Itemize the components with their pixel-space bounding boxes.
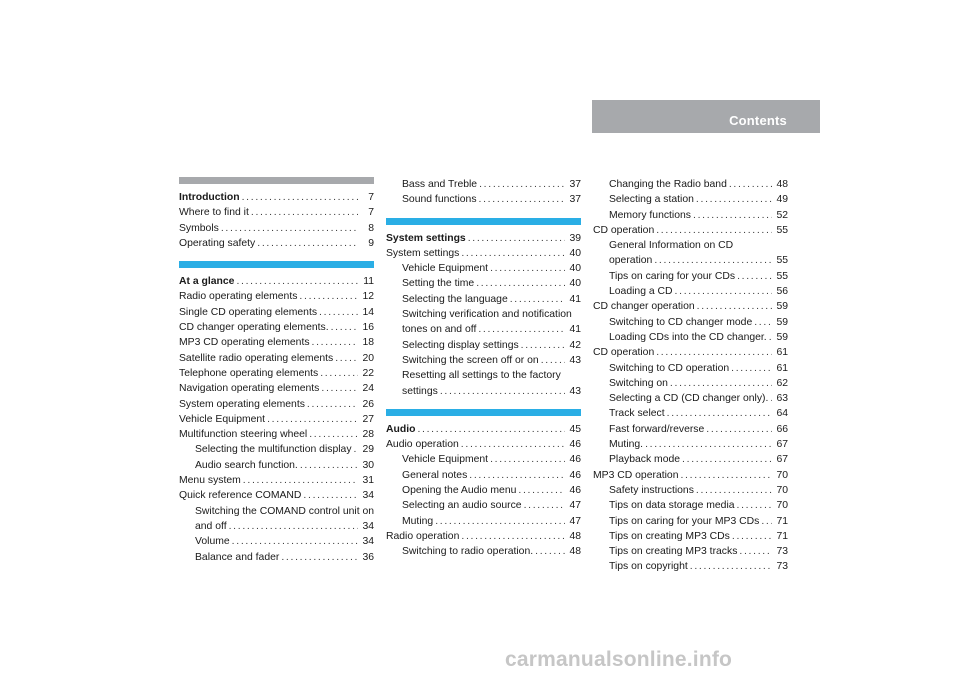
toc-entry[interactable] <box>593 468 788 483</box>
toc-entry[interactable] <box>179 289 374 304</box>
toc-entry-title: Selecting display settings <box>402 339 519 351</box>
dot-leader <box>229 519 358 534</box>
toc-entry-title: At a glance <box>179 276 235 288</box>
dot-leader <box>737 269 772 284</box>
toc-page-number: 55 <box>776 255 788 267</box>
toc-page-number: 59 <box>776 301 788 313</box>
toc-entry[interactable] <box>593 315 788 330</box>
toc-page-number: 40 <box>569 263 581 275</box>
toc-entry[interactable] <box>593 391 788 406</box>
toc-entry[interactable] <box>593 437 788 452</box>
toc-entry-title: Selecting the multifunction display <box>195 444 352 456</box>
toc-entry[interactable] <box>593 299 788 314</box>
toc-page-number: 11 <box>363 276 374 288</box>
toc-entry-title: Loading CDs into the CD changer. <box>609 331 767 343</box>
toc-entry-title: Bass and Treble <box>402 179 478 190</box>
dot-leader <box>479 192 565 207</box>
toc-page-number: 73 <box>776 561 788 573</box>
toc-entry[interactable] <box>593 514 788 529</box>
toc-entry-title: Tips on data storage media <box>609 500 735 512</box>
toc-section-heading[interactable] <box>179 274 374 289</box>
dot-leader <box>461 246 565 261</box>
dot-leader <box>521 338 565 353</box>
toc-page-number: 31 <box>362 475 374 487</box>
toc-page-number: 28 <box>362 429 374 441</box>
toc-entry-title: Loading a CD <box>609 286 673 298</box>
toc-page-number: 48 <box>569 546 581 558</box>
toc-page-number: 46 <box>569 439 581 451</box>
toc-entry[interactable] <box>386 483 581 498</box>
toc-entry-title: Switching to CD operation <box>609 362 730 374</box>
toc-entry[interactable] <box>593 452 788 467</box>
toc-entry[interactable] <box>179 519 374 534</box>
toc-page-number: 12 <box>362 291 374 303</box>
dot-leader <box>645 437 772 452</box>
toc-entry-title: Selecting the language <box>402 293 508 305</box>
dot-leader <box>300 458 358 473</box>
toc-entry[interactable] <box>179 320 374 335</box>
toc-entry[interactable] <box>386 322 581 337</box>
section-divider-bar <box>386 409 581 416</box>
dot-leader <box>490 452 565 467</box>
toc-entry-title: Where to find it <box>179 207 249 219</box>
dot-leader <box>307 397 358 412</box>
dot-leader <box>693 208 772 223</box>
section-divider-bar <box>386 218 581 225</box>
toc-page-number: 55 <box>776 270 788 282</box>
dot-leader <box>510 292 565 307</box>
toc-entry-title: Operating safety <box>179 237 256 249</box>
toc-entry[interactable] <box>179 442 374 457</box>
toc-entry-title: Switching on <box>609 377 668 389</box>
toc-entry-title: Tips on copyright <box>609 561 688 573</box>
toc-page-number: 48 <box>776 179 788 190</box>
toc-page-number: 61 <box>776 362 788 374</box>
dot-leader <box>490 261 565 276</box>
toc-entry-title: Selecting an audio source <box>402 500 522 512</box>
toc-entry[interactable] <box>386 544 581 559</box>
toc-page-number: 70 <box>776 500 788 512</box>
toc-page-number: 27 <box>362 413 374 425</box>
dot-leader <box>281 550 358 565</box>
dot-leader <box>654 253 772 268</box>
toc-page-number: 61 <box>776 347 788 359</box>
toc-page-number: 67 <box>776 454 788 466</box>
toc-column-3 <box>593 177 788 575</box>
toc-page-number: 34 <box>362 536 374 548</box>
toc-entry-title: Vehicle Equipment <box>402 454 489 466</box>
toc-entry-title: System settings <box>386 232 466 244</box>
toc-entry[interactable] <box>386 529 581 544</box>
toc-page-number: 37 <box>569 194 581 206</box>
toc-page-number: 14 <box>362 306 374 318</box>
toc-entry-title: Vehicle Equipment <box>402 263 489 275</box>
dot-leader <box>440 384 565 399</box>
toc-entry-title: General Information on CD <box>609 240 734 252</box>
toc-section-heading[interactable] <box>386 231 581 246</box>
toc-entry[interactable] <box>179 427 374 442</box>
dot-leader <box>303 488 358 503</box>
toc-entry-title: operation <box>609 255 653 267</box>
dot-leader <box>236 274 358 289</box>
toc-page-number: 36 <box>362 551 374 563</box>
toc-entry-title: Symbols <box>179 222 219 234</box>
dot-leader <box>435 514 565 529</box>
toc-page-number: 47 <box>569 515 581 527</box>
dot-leader <box>670 376 772 391</box>
toc-entry[interactable] <box>179 205 374 220</box>
toc-entry-title: tones on and off <box>402 324 477 336</box>
toc-entry[interactable] <box>386 338 581 353</box>
dot-leader <box>518 483 565 498</box>
toc-page-number: 70 <box>776 469 788 481</box>
toc-entry-title: Opening the Audio menu <box>402 485 517 497</box>
toc-entry[interactable] <box>593 422 788 437</box>
toc-page-number: 7 <box>368 207 374 219</box>
toc-entry-title: Tips on caring for your MP3 CDs <box>609 515 760 527</box>
dot-leader <box>478 322 565 337</box>
dot-leader <box>731 361 772 376</box>
header-tab <box>592 100 820 133</box>
toc-entry-title: Playback mode <box>609 454 681 466</box>
toc-entry[interactable] <box>386 261 581 276</box>
toc-entry-title: Satellite radio operating elements <box>179 352 334 364</box>
dot-leader <box>335 351 358 366</box>
dot-leader <box>732 529 772 544</box>
toc-page-number: 71 <box>776 515 788 527</box>
toc-entry[interactable] <box>179 381 374 396</box>
toc-entry-title: Sound functions <box>402 194 477 206</box>
toc-page-number: 49 <box>776 194 788 206</box>
toc-page-number: 48 <box>569 530 581 542</box>
toc-entry-title: Setting the time <box>402 278 475 290</box>
dot-leader <box>690 559 772 574</box>
toc-entry[interactable] <box>593 345 788 360</box>
dot-leader <box>309 427 358 442</box>
toc-section-heading[interactable] <box>179 190 374 205</box>
toc-entry[interactable] <box>179 351 374 366</box>
toc-entry[interactable] <box>386 353 581 368</box>
dot-leader <box>541 353 565 368</box>
toc-entry-title: Resetting all settings to the factory <box>402 370 561 382</box>
toc-page-number: 55 <box>776 224 788 236</box>
toc-entry-title: Audio search function. <box>195 459 298 471</box>
toc-entry-title: Multifunction steering wheel <box>179 429 308 441</box>
dot-leader <box>682 452 772 467</box>
dot-leader <box>729 177 772 192</box>
dot-leader <box>319 305 358 320</box>
dot-leader <box>320 366 358 381</box>
toc-page-number: 46 <box>569 485 581 497</box>
toc-entry-title: Menu system <box>179 475 241 487</box>
dot-leader <box>267 412 358 427</box>
toc-entry-title: System operating elements <box>179 398 305 410</box>
toc-entry <box>386 368 581 383</box>
toc-entry[interactable] <box>386 292 581 307</box>
toc-entry-title: Switching to radio operation. <box>402 546 534 558</box>
toc-page-number: 46 <box>569 454 581 466</box>
toc-page-number: 20 <box>362 352 374 364</box>
toc-entry-title: Changing the Radio band <box>609 179 727 190</box>
toc-page-number: 67 <box>776 439 788 451</box>
page-title: Contents <box>729 113 787 128</box>
toc-page-number: 47 <box>569 500 581 512</box>
dot-leader <box>754 315 772 330</box>
toc-entry[interactable] <box>593 223 788 238</box>
toc-entry[interactable] <box>179 488 374 503</box>
dot-leader <box>770 391 772 406</box>
toc-page-number: 71 <box>776 530 788 542</box>
toc-entry[interactable] <box>179 397 374 412</box>
toc-entry-title: Tips on caring for your CDs <box>609 270 736 282</box>
dot-leader <box>656 345 772 360</box>
toc-entry-title: Radio operating elements <box>179 291 298 303</box>
toc-page-number: 37 <box>569 179 581 190</box>
toc-entry-title: Switching the COMAND control unit on <box>195 505 374 517</box>
toc-entry[interactable] <box>179 550 374 565</box>
toc-page-number: 41 <box>569 324 581 336</box>
toc-entry-title: Vehicle Equipment <box>179 413 266 425</box>
toc-page-number: 34 <box>362 490 374 502</box>
toc-entry[interactable] <box>386 192 581 207</box>
toc-entry[interactable] <box>386 246 581 261</box>
toc-entry[interactable] <box>386 498 581 513</box>
toc-page-number: 70 <box>776 484 788 496</box>
toc-page-number: 46 <box>569 469 581 481</box>
toc-entry <box>179 504 374 519</box>
dot-leader <box>417 422 565 437</box>
toc-page-number: 40 <box>569 247 581 259</box>
toc-entry[interactable] <box>593 253 788 268</box>
toc-entry[interactable] <box>593 192 788 207</box>
dot-leader <box>354 442 358 457</box>
dot-leader <box>257 236 358 251</box>
toc-entry-title: Switching the screen off or on <box>402 354 539 366</box>
dot-leader <box>769 330 772 345</box>
dot-leader <box>461 437 565 452</box>
toc-page-number: 43 <box>569 354 581 366</box>
toc-entry[interactable] <box>386 384 581 399</box>
toc-entry[interactable] <box>593 559 788 574</box>
toc-entry-title: Single CD operating elements <box>179 306 318 318</box>
toc-page-number: 43 <box>569 385 581 397</box>
toc-page-number: 63 <box>776 393 788 405</box>
dot-leader <box>524 498 565 513</box>
toc-page-number: 52 <box>776 209 788 221</box>
dot-leader <box>667 406 772 421</box>
toc-entry-title: Telephone operating elements <box>179 367 319 379</box>
dot-leader <box>468 231 565 246</box>
toc-entry[interactable] <box>593 544 788 559</box>
dot-leader <box>221 221 358 236</box>
toc-entry-title: MP3 CD operation <box>593 469 679 481</box>
toc-entry[interactable] <box>179 236 374 251</box>
toc-section-heading[interactable] <box>386 422 581 437</box>
toc-entry-title: CD changer operating elements. <box>179 322 329 334</box>
toc-entry-title: CD changer operation <box>593 301 695 313</box>
toc-entry-title: System settings <box>386 247 460 259</box>
toc-page-number: 22 <box>362 367 374 379</box>
dot-leader <box>331 320 358 335</box>
toc-page-number: 8 <box>368 222 374 234</box>
toc-entry-title: Introduction <box>179 192 240 203</box>
toc-entry[interactable] <box>593 177 788 192</box>
toc-entry-title: General notes <box>402 469 468 481</box>
toc-page-number: 18 <box>362 337 374 349</box>
section-divider-bar <box>179 261 374 268</box>
dot-leader <box>697 299 772 314</box>
toc-entry[interactable] <box>386 468 581 483</box>
dot-leader <box>675 284 772 299</box>
toc-page-number: 66 <box>776 423 788 435</box>
toc-entry[interactable] <box>593 284 788 299</box>
toc-entry[interactable] <box>386 276 581 291</box>
toc-entry-title: Balance and fader <box>195 551 280 563</box>
dot-leader <box>299 289 358 304</box>
toc-page-number: 34 <box>362 520 374 532</box>
dot-leader <box>469 468 565 483</box>
toc-entry-title: CD operation <box>593 347 655 359</box>
toc-page-number: 41 <box>569 293 581 305</box>
toc-entry[interactable] <box>179 221 374 236</box>
toc-entry-title: Switching verification and notification <box>402 309 572 321</box>
dot-leader <box>737 498 772 513</box>
toc-entry-title: Audio <box>386 423 416 435</box>
toc-entry-title: Tips on creating MP3 tracks <box>609 546 738 558</box>
toc-entry-title: MP3 CD operating elements <box>179 337 310 349</box>
dot-leader <box>232 534 358 549</box>
toc-entry-title: Selecting a station <box>609 194 694 206</box>
dot-leader <box>535 544 565 559</box>
toc-entry[interactable] <box>179 366 374 381</box>
toc-page-number: 26 <box>362 398 374 410</box>
toc-entry-title: Volume <box>195 536 230 548</box>
toc-page-number: 39 <box>569 232 581 244</box>
toc-entry-title: Switching to CD changer mode <box>609 316 753 328</box>
dot-leader <box>696 192 772 207</box>
toc-page-number: 59 <box>776 316 788 328</box>
toc-entry-title: Quick reference COMAND <box>179 490 302 502</box>
dot-leader <box>243 473 358 488</box>
toc-entry[interactable] <box>179 305 374 320</box>
toc-entry-title: settings <box>402 385 438 397</box>
toc-entry[interactable] <box>593 406 788 421</box>
dot-leader <box>656 223 772 238</box>
toc-entry <box>386 307 581 322</box>
dot-leader <box>321 381 358 396</box>
toc-entry-title: Selecting a CD (CD changer only). <box>609 393 769 405</box>
toc-entry-title: Tips on creating MP3 CDs <box>609 530 730 542</box>
toc-entry-title: Muting <box>402 515 434 527</box>
toc-page-number: 64 <box>776 408 788 420</box>
toc-entry-title: Safety instructions <box>609 484 694 496</box>
toc-entry[interactable] <box>593 361 788 376</box>
toc-entry-title: Navigation operating elements <box>179 383 320 395</box>
toc-page-number: 62 <box>776 377 788 389</box>
toc-page-number: 45 <box>569 423 581 435</box>
toc-entry-title: Audio operation <box>386 439 459 451</box>
toc-entry[interactable] <box>593 376 788 391</box>
toc-page-number: 29 <box>362 444 374 456</box>
toc-entry[interactable] <box>593 498 788 513</box>
dot-leader <box>476 276 565 291</box>
dot-leader <box>242 190 358 205</box>
dot-leader <box>696 483 772 498</box>
dot-leader <box>761 514 772 529</box>
toc-entry-title: Muting. <box>609 439 644 451</box>
dot-leader <box>461 529 565 544</box>
toc-entry[interactable] <box>179 473 374 488</box>
toc-page-number: 73 <box>776 546 788 558</box>
toc-page-number: 9 <box>368 237 374 249</box>
toc-entry[interactable] <box>179 412 374 427</box>
toc-entry[interactable] <box>593 330 788 345</box>
toc-entry[interactable] <box>386 177 581 192</box>
toc-entry[interactable] <box>179 534 374 549</box>
watermark: carmanualsonline.info <box>505 648 733 671</box>
toc-page-number: 40 <box>569 278 581 290</box>
toc-entry-title: Memory functions <box>609 209 691 221</box>
dot-leader <box>739 544 772 559</box>
dot-leader <box>479 177 565 192</box>
dot-leader <box>706 422 772 437</box>
toc-page-number: 59 <box>776 331 788 343</box>
toc-entry[interactable] <box>386 452 581 467</box>
toc-entry[interactable] <box>179 458 374 473</box>
dot-leader <box>680 468 772 483</box>
section-divider-bar <box>179 177 374 184</box>
toc-entry-title: CD operation <box>593 224 655 236</box>
dot-leader <box>312 335 358 350</box>
toc-column-1 <box>179 177 374 565</box>
toc-entry[interactable] <box>386 514 581 529</box>
toc-page-number: 42 <box>569 339 581 351</box>
dot-leader <box>251 205 358 220</box>
toc-page-number: 24 <box>362 383 374 395</box>
toc-entry-title: Radio operation <box>386 530 460 542</box>
toc-entry[interactable] <box>593 529 788 544</box>
toc-entry <box>593 238 788 253</box>
toc-page-number: 7 <box>368 192 374 203</box>
toc-entry-title: and off <box>195 520 227 532</box>
toc-entry-title: Fast forward/reverse <box>609 423 705 435</box>
toc-entry[interactable] <box>593 208 788 223</box>
toc-page-number: 16 <box>362 322 374 334</box>
toc-entry[interactable] <box>593 269 788 284</box>
toc-page-number: 30 <box>362 459 374 471</box>
toc-page-number: 56 <box>776 286 788 298</box>
toc-entry[interactable] <box>386 437 581 452</box>
toc-entry-title: Track select <box>609 408 665 420</box>
toc-entry[interactable] <box>179 335 374 350</box>
toc-entry[interactable] <box>593 483 788 498</box>
toc-column-2 <box>386 177 581 560</box>
